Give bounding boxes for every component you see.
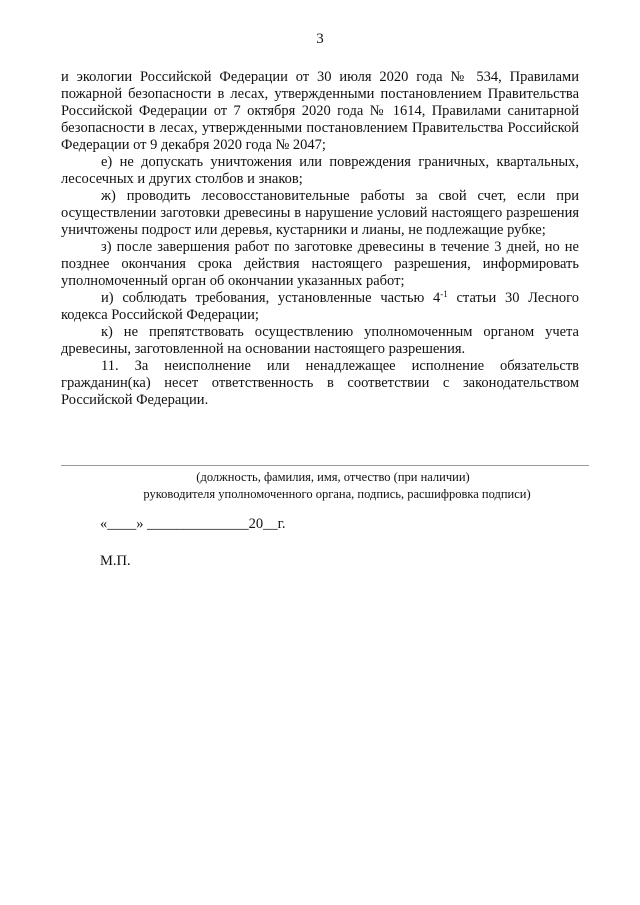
signature-caption-line1: (должность, фамилия, имя, отчество (при наличии) <box>196 470 470 484</box>
paragraph-item-e: е) не допускать уничтожения или повреждения граничных, квартальных, лесосечных и других столбов и знаков; <box>61 154 579 187</box>
paragraph-item-i <box>61 290 579 324</box>
seal-label: М.П. <box>100 553 131 569</box>
signature-caption-line2: руководителя уполномоченного органа, подпись, расшифровка подписи) <box>143 487 531 501</box>
paragraph-continuation: и экологии Российской Федерации от 30 июля 2020 года № 534, Правилами пожарной безопасности в лесах, утвержденными постановлением Правительства Российской Федерации от 7 октября 2020 года № 1614, Правилами санитарной безопасности в лесах, утвержденными постановлением Правительства Российской Федерации от 9 декабря 2020 года № 2047; <box>61 69 579 153</box>
paragraph-clause-11: 11. За неисполнение или ненадлежащее исполнение обязательств гражданин(ка) несет ответственность в соответствии с законодательством Российской Федерации. <box>61 358 579 408</box>
signature-line <box>61 465 589 466</box>
paragraph-item-z: з) после завершения работ по заготовке древесины в течение 3 дней, но не позднее окончания срока действия настоящего разрешения, информировать уполномоченный орган об окончании указанных работ; <box>61 239 579 289</box>
paragraph-item-i-text-after: статьи 30 Лесного кодекса Российской Федерации; <box>61 290 579 323</box>
paragraph-item-k: к) не препятствовать осуществлению уполномоченным органом учета древесины, заготовленной на основании настоящего разрешения. <box>61 324 579 357</box>
date-line: «____» ______________20__г. <box>100 516 286 532</box>
paragraph-item-i-text-before: и) соблюдать требования, установленные частью 4 <box>101 290 441 306</box>
page-number: 3 <box>316 31 324 47</box>
paragraph-item-i-superscript: -1 <box>440 289 448 299</box>
document-body <box>61 69 579 409</box>
paragraph-item-zh: ж) проводить лесовосстановительные работы за свой счет, если при осуществлении заготовки древесины в нарушение условий настоящего разрешения уничтожены подрост или деревья, кустарники и лианы, не подлежащие рубке; <box>61 188 579 238</box>
